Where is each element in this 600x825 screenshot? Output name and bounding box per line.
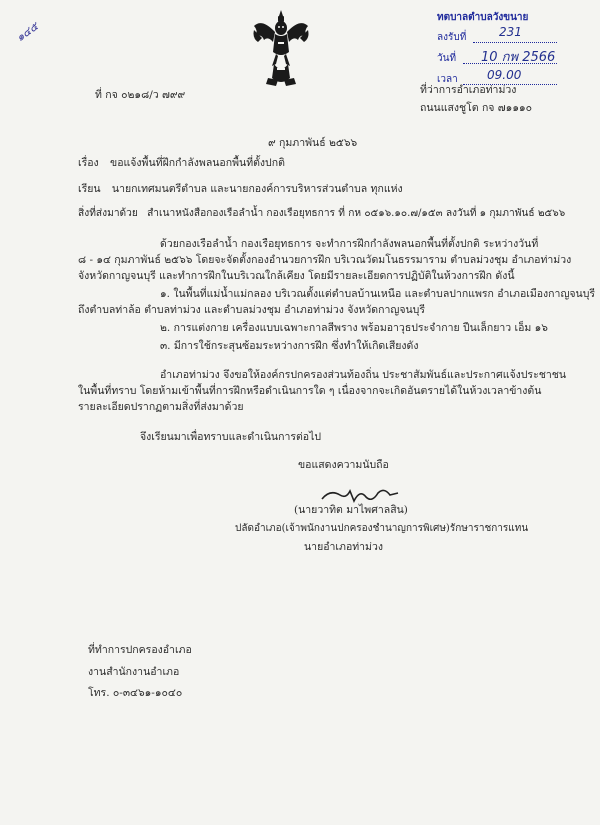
item1-line2: ถึงตำบลท่าล้อ ตำบลท่าม่วง และตำบลม่วงชุม อำเภอท่าม่วง จังหวัดกาญจนบุรี xyxy=(78,304,425,316)
item1-line1: ๑. ในพื้นที่แม่น้ำแม่กลอง บริเวณตั้งแต่ตำบลบ้านเหนือ และตำบลปากแพรก อำเภอเมืองกาญจนบุรี xyxy=(160,288,596,300)
footer-phone: โทร. ๐-๓๔๖๑-๑๐๔๐ xyxy=(88,687,183,699)
item3: ๓. มีการใช้กระสุนซ้อมระหว่างการฝึก ซึ่งทำให้เกิดเสียงดัง xyxy=(160,340,419,352)
subject-line xyxy=(78,156,285,170)
corner-handwriting-text: ๑๔๕ xyxy=(13,19,41,45)
body-para2-line3: รายละเอียดปรากฏตามสิ่งที่ส่งมาด้วย xyxy=(78,401,244,413)
garuda-emblem-icon xyxy=(252,8,310,88)
footer-unit: งานสำนักงานอำเภอ xyxy=(88,666,180,678)
enclosure-label: สิ่งที่ส่งมาด้วย xyxy=(78,208,138,219)
to-line xyxy=(78,182,403,196)
subject-label: เรื่อง xyxy=(78,157,99,169)
stamp-office: ทตบาลตำบลวังขนาย xyxy=(437,12,529,23)
salutation: ขอแสดงความนับถือ xyxy=(298,459,389,471)
stamp-receive-no-label: ลงรับที่ xyxy=(437,32,467,43)
signatory-title-line1: ปลัดอำเภอ(เจ้าพนักงานปกครองชำนาญการพิเศษ)รักษาราชการแทน xyxy=(235,523,529,534)
stamp-date: 10 กพ 2566 xyxy=(481,50,556,65)
item2: ๒. การแต่งกาย เครื่องแบบเฉพาะกาลสีพราง พร้อมอาวุธประจำกาย ปืนเล็กยาว เอ็ม ๑๖ xyxy=(160,322,548,334)
sender-office: ที่ว่าการอำเภอท่าม่วง xyxy=(420,84,517,96)
subject-text: ขอแจ้งพื้นที่ฝึกกำลังพลนอกพื้นที่ตั้งปกติ xyxy=(110,157,285,169)
to-text: นายกเทศมนตรีตำบล และนายกองค์การบริหารส่วนตำบล ทุกแห่ง xyxy=(111,183,403,195)
closing-request: จึงเรียนมาเพื่อทราบและดำเนินการต่อไป xyxy=(140,431,322,443)
to-label: เรียน xyxy=(78,183,101,195)
body-para2-line1: อำเภอท่าม่วง จึงขอให้องค์กรปกครองส่วนท้องถิ่น ประชาสัมพันธ์และประกาศแจ้งประชาชน xyxy=(160,369,567,381)
stamp-date-label: วันที่ xyxy=(437,53,457,64)
sender-address: ถนนแสงชูโต กจ ๗๑๑๑๐ xyxy=(420,102,533,114)
received-stamp xyxy=(437,10,565,90)
enclosure-text: สำเนาหนังสือกองเรือลำน้ำ กองเรือยุทธการ ที่ กห ๐๕๑๖.๑๐.๗/๑๕๓ ลงวันที่ ๑ กุมภาพันธ์ ๒๕๖๖ xyxy=(147,208,566,219)
body-para2-line2: ในพื้นที่ทราบ โดยห้ามเข้าพื้นที่การฝึกหรือดำเนินการใด ๆ เนื่องจากจะเกิดอันตรายได้ในห้วงเวลาข้างต้น xyxy=(78,385,542,397)
signatory-title-line2: นายอำเภอท่าม่วง xyxy=(304,541,384,553)
handwritten-corner-note xyxy=(10,10,48,48)
body-para1-line2: ๘ - ๑๔ กุมภาพันธ์ ๒๕๖๖ โดยจะจัดตั้งกองอำนวยการฝึก บริเวณวัดมโนธรรมาราม ตำบลม่วงชุม อำเภอท่าม่วง xyxy=(78,254,572,266)
footer-office: ที่ทำการปกครองอำเภอ xyxy=(88,644,192,656)
document-date: ๙ กุมภาพันธ์ ๒๕๖๖ xyxy=(268,137,358,149)
enclosure-line xyxy=(78,207,565,221)
stamp-receive-no: 231 xyxy=(499,25,522,39)
body-para1-line3: จังหวัดกาญจนบุรี และทำการฝึกในบริเวณใกล้เคียง โดยมีรายละเอียดการปฏิบัติในห้วงการฝึก ดังนี้ xyxy=(78,270,515,282)
reference-number: ที่ กจ ๐๒๑๘/ว ๗๙๙ xyxy=(95,89,186,101)
body-para1-line1: ด้วยกองเรือลำน้ำ กองเรือยุทธการ จะทำการฝึกกำลังพลนอกพื้นที่ตั้งปกติ ระหว่างวันที่ xyxy=(160,238,539,250)
stamp-time-label: เวลา xyxy=(437,74,458,85)
stamp-time: 09.00 xyxy=(487,68,522,82)
signatory-name: (นายวาทิต มาไพศาลสิน) xyxy=(294,504,408,516)
